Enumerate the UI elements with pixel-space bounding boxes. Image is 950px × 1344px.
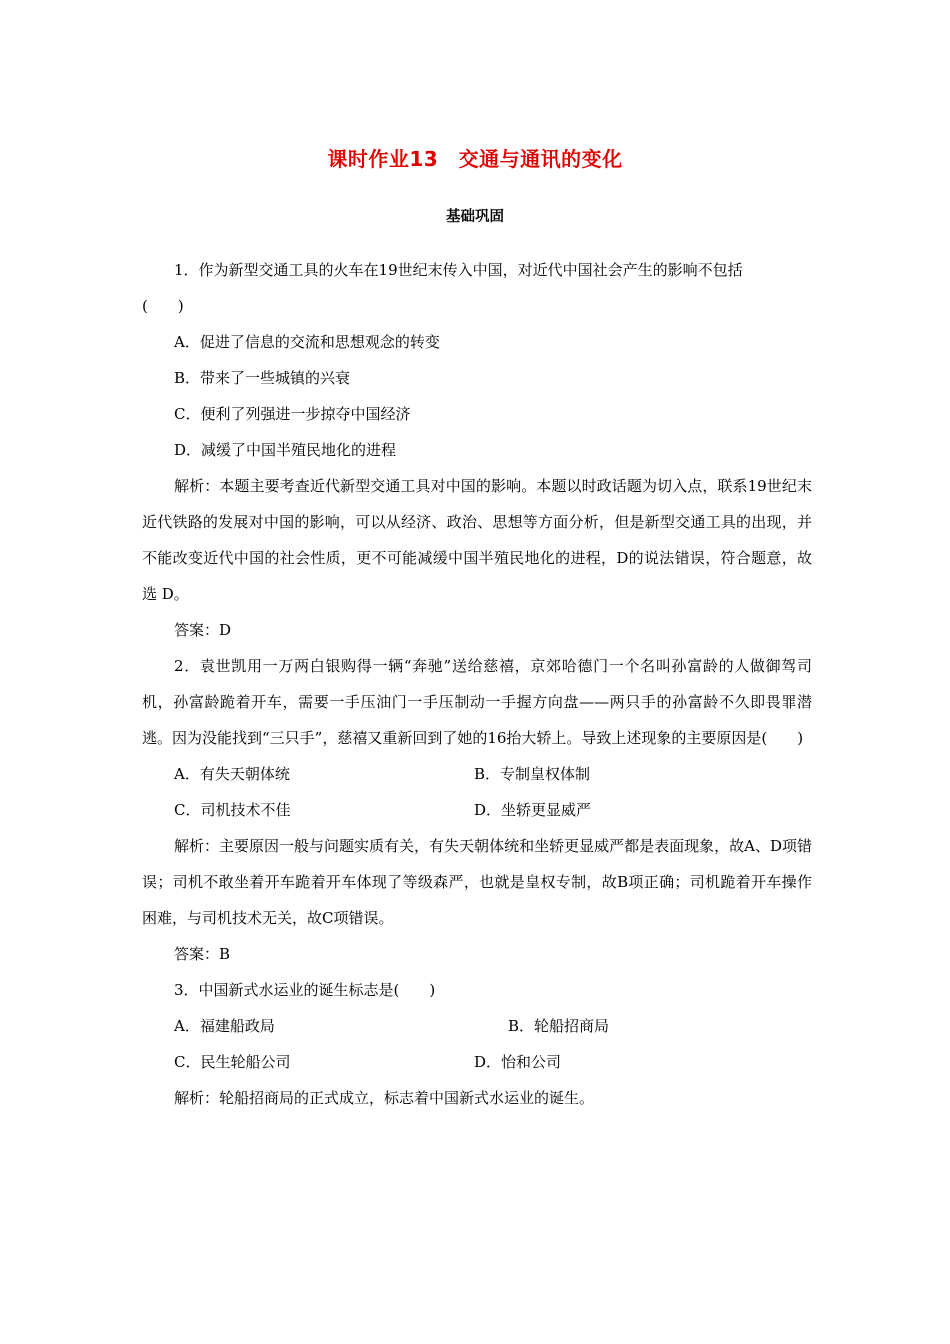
q2-options-row-1: [142, 756, 812, 792]
q2-answer: 答案：B: [174, 945, 231, 963]
q3-options-row-1: [142, 1008, 812, 1044]
q1-answer: 答案：D: [174, 621, 232, 639]
q1-stem-blank: ( ): [142, 297, 184, 315]
q3-stem: 3．中国新式水运业的诞生标志是( ): [174, 981, 436, 999]
q2-option-b: B．专制皇权体制: [474, 765, 591, 783]
q3-option-a: A．福建船政局: [174, 1017, 275, 1035]
q2-stem: 2．袁世凯用一万两白银购得一辆“奔驰”送给慈禧，京郊哈德门一个名叫孙富龄的人做御驾司机，孙富龄跪着开车，需要一手压油门一手压制动一手握方向盘——两只手的孙富龄不久即畏罪潜逃。因为没能找到“三只手”，慈禧又重新回到了她的16抬大轿上。导致上述现象的主要原因是( ): [142, 657, 812, 747]
q1-stem: 1．作为新型交通工具的火车在19世纪末传入中国，对近代中国社会产生的影响不包括: [174, 261, 743, 279]
section-heading: 基础巩固: [446, 209, 504, 225]
q1-analysis: 解析：本题主要考查近代新型交通工具对中国的影响。本题以时政话题为切入点，联系19世纪末近代铁路的发展对中国的影响，可以从经济、政治、思想等方面分析，但是新型交通工具的出现，并不能改变近代中国的社会性质，更不可能减缓中国半殖民地化的进程，D的说法错误，符合题意，故选 D。: [142, 477, 812, 603]
q3-option-d: D．怡和公司: [474, 1053, 562, 1071]
q3-option-c: C．民生轮船公司: [174, 1053, 291, 1071]
q3-option-b: B．轮船招商局: [508, 1017, 610, 1035]
q3-analysis: 解析：轮船招商局的正式成立，标志着中国新式水运业的诞生。: [174, 1089, 595, 1107]
q2-option-c: C．司机技术不佳: [174, 801, 291, 819]
q1-option-d: D．减缓了中国半殖民地化的进程: [174, 441, 397, 459]
q1-option-b: B．带来了一些城镇的兴衰: [174, 369, 351, 387]
q2-options-row-2: [142, 792, 812, 828]
q3-options-row-2: [142, 1044, 812, 1080]
q1-option-c: C．便利了列强进一步掠夺中国经济: [174, 405, 411, 423]
document-body: [142, 252, 812, 1116]
q2-option-d: D．坐轿更显威严: [474, 801, 592, 819]
q2-analysis: 解析：主要原因一般与问题实质有关，有失天朝体统和坐轿更显威严都是表面现象，故A、D项错误；司机不敢坐着开车跪着开车体现了等级森严，也就是皇权专制，故B项正确；司机跪着开车操作困难，与司机技术无关，故C项错误。: [142, 837, 812, 927]
q2-option-a: A．有失天朝体统: [174, 765, 290, 783]
q1-option-a: A．促进了信息的交流和思想观念的转变: [174, 333, 440, 351]
page-title: 课时作业13 交通与通讯的变化: [327, 147, 623, 171]
